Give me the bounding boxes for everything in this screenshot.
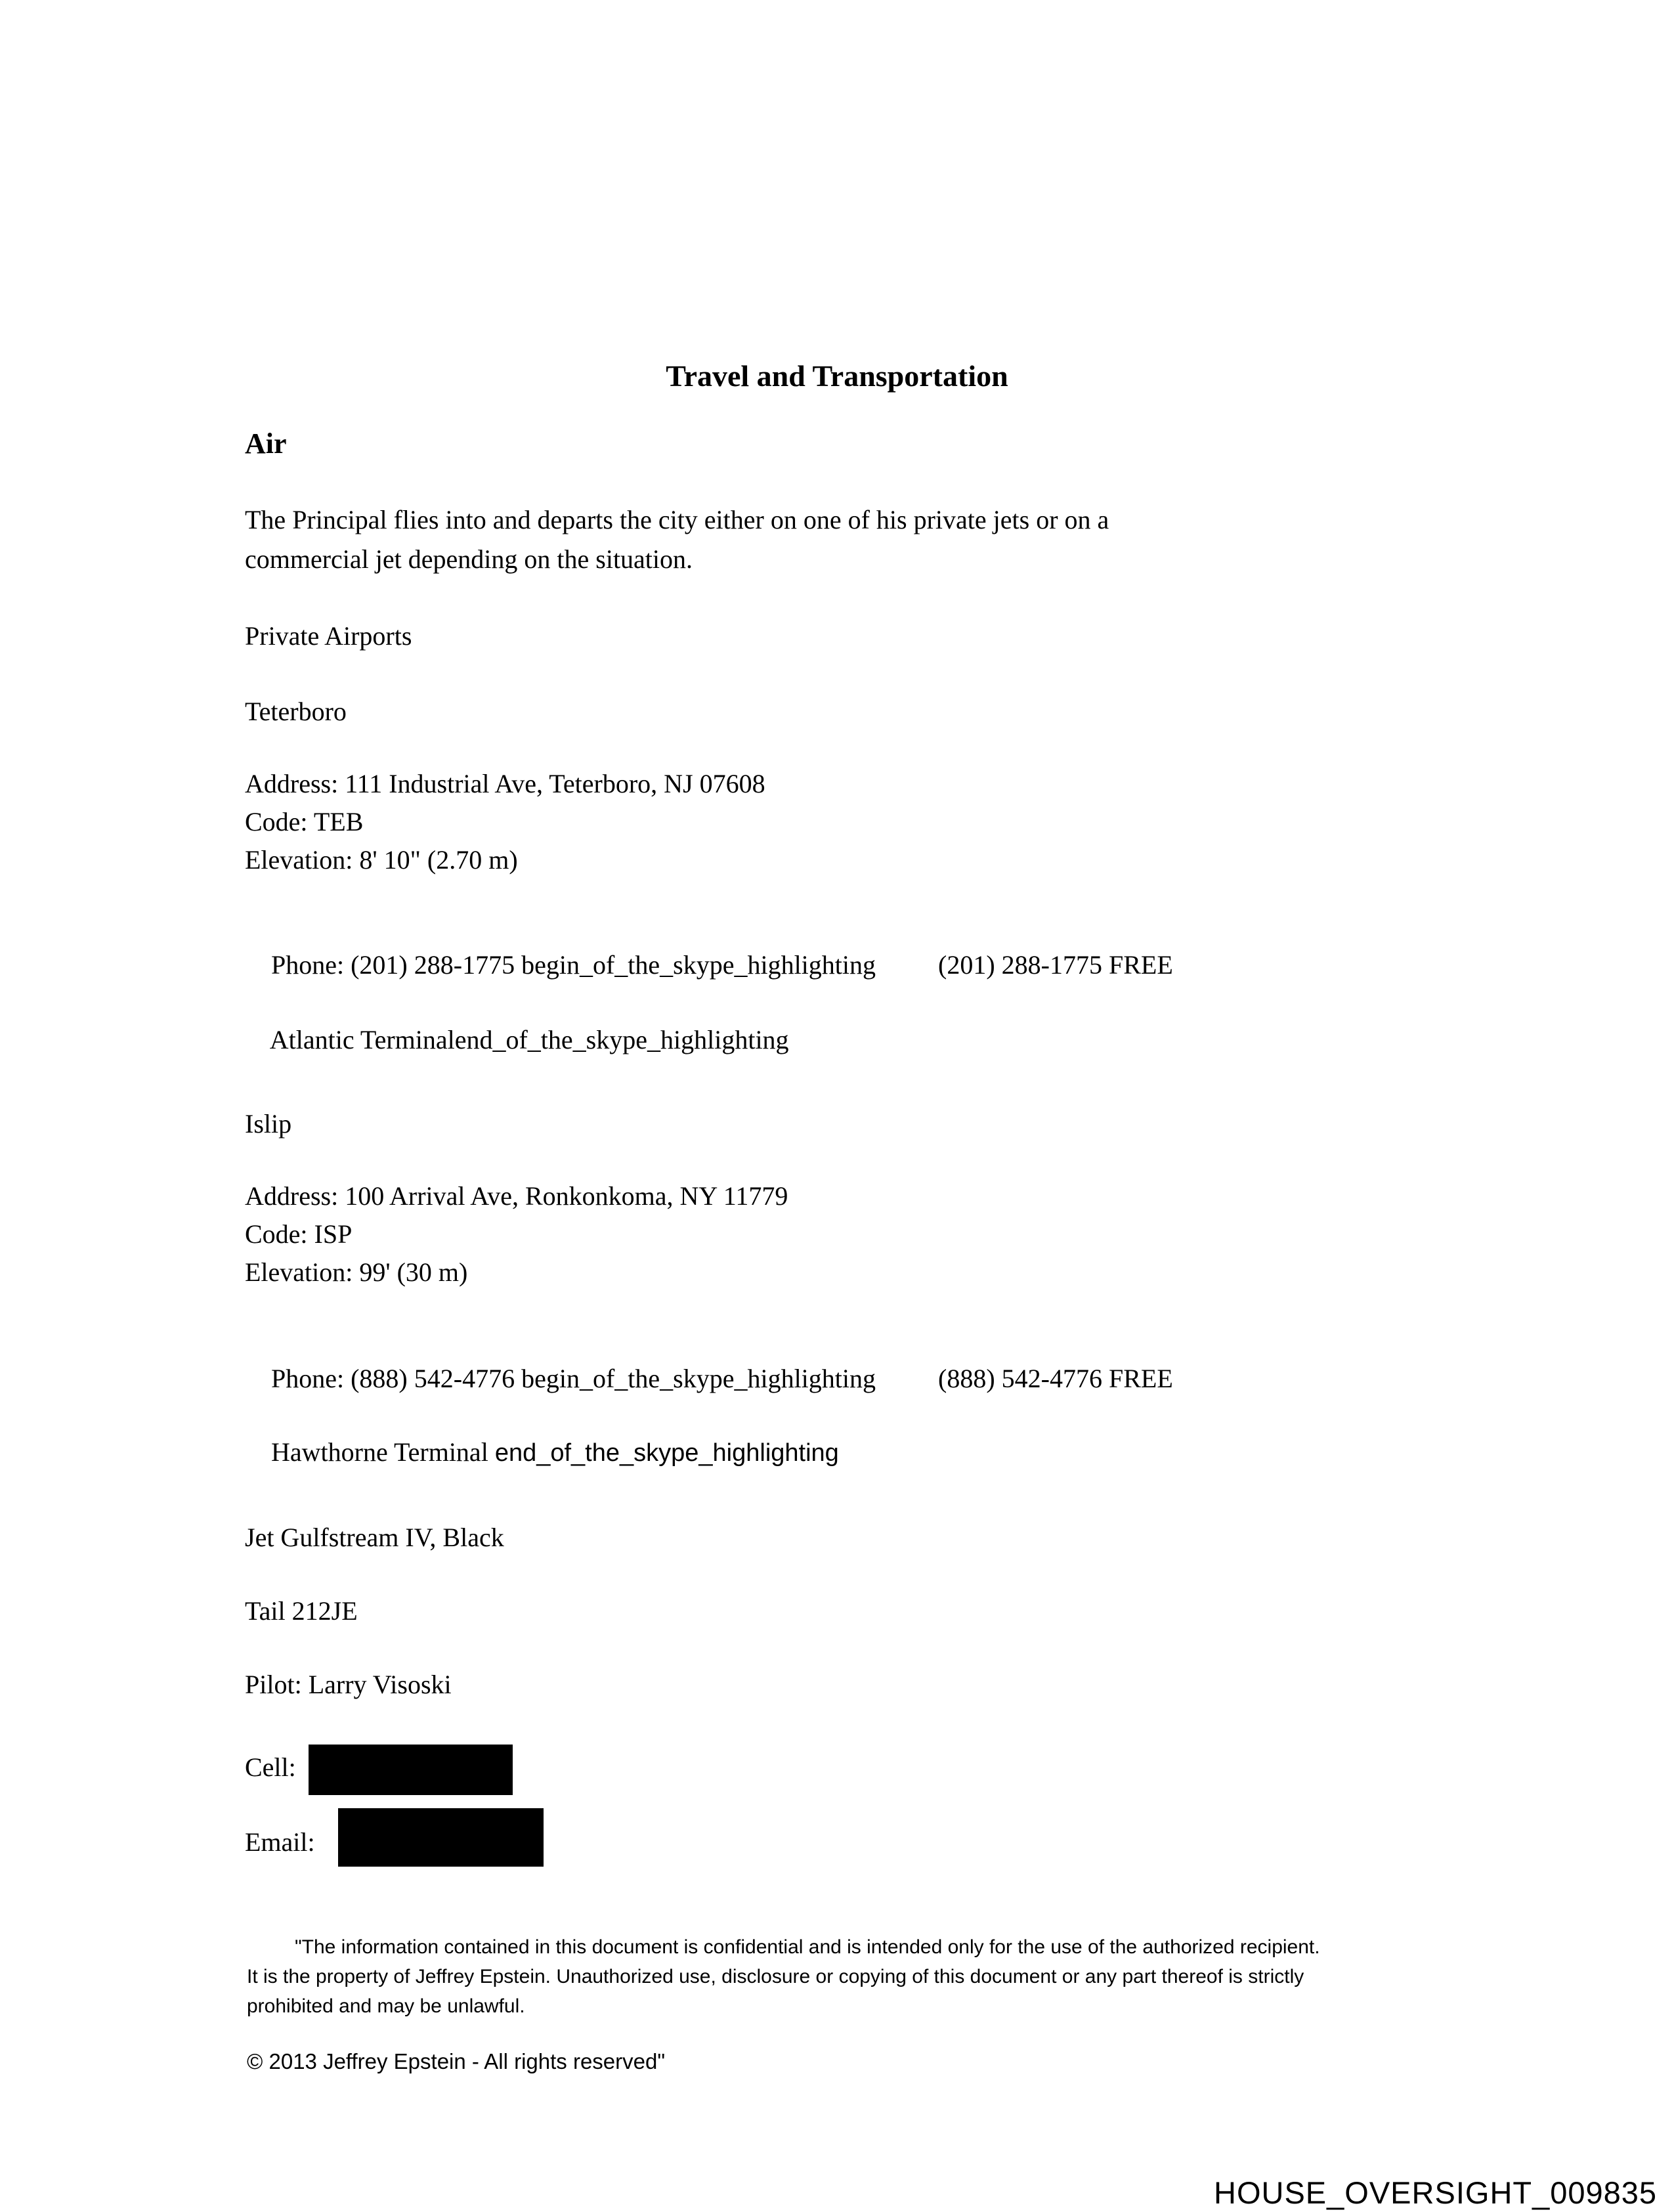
phone-number-islip: Phone: (888) 542-4776 begin_of_the_skype_highlighting [271,1364,876,1393]
disclaimer-line-3: prohibited and may be unlawful. [247,1995,525,2017]
disclaimer-line-1: "The information contained in this document is confidential and is intended only for the use of the authorized recipient. [295,1936,1320,1958]
airport-elevation-islip: Elevation: 99' (30 m) [245,1257,468,1287]
page-title: Travel and Transportation [666,359,1008,393]
private-airports-label: Private Airports [245,621,412,651]
airport-address-teterboro: Address: 111 Industrial Ave, Teterboro, NJ 07608 [245,769,765,798]
cell-redaction-box [309,1745,513,1795]
terminal-line-teterboro [245,993,789,1088]
airport-address-islip: Address: 100 Arrival Ave, Ronkonkoma, NY 11779 [245,1181,788,1211]
email-redaction-box [338,1808,544,1867]
airport-elevation-teterboro: Elevation: 8' 10" (2.70 m) [245,845,518,875]
bates-stamp: HOUSE_OVERSIGHT_009835 [1214,2175,1658,2210]
airport-name-islip: Islip [245,1109,292,1139]
terminal-skype-suffix-islip: end_of_the_skype_highlighting [494,1439,839,1467]
disclaimer-line-2: It is the property of Jeffrey Epstein. Unauthorized use, disclosure or copying of this document or any part thereof is strictly [247,1966,1304,1987]
email-label: Email: [245,1827,315,1857]
cell-label: Cell: [245,1752,296,1782]
section-heading-air: Air [245,427,287,460]
terminal-line-islip [245,1405,839,1500]
airport-code-islip: Code: ISP [245,1219,353,1249]
copyright-notice: © 2013 Jeffrey Epstein - All rights reserved" [247,2049,666,2073]
tail-number: Tail 212JE [245,1596,358,1626]
airport-name-teterboro: Teterboro [245,697,347,726]
intro-line-2: commercial jet depending on the situation. [245,544,693,574]
phone-number-teterboro: Phone: (201) 288-1775 begin_of_the_skype_highlighting [271,950,876,980]
terminal-name-teterboro: Atlantic Terminalend_of_the_skype_highlighting [269,1025,789,1054]
intro-line-1: The Principal flies into and departs the city either on one of his private jets or on a [245,505,1109,534]
terminal-name-islip: Hawthorne Terminal [271,1437,495,1467]
jet-description: Jet Gulfstream IV, Black [245,1523,504,1552]
airport-code-teterboro: Code: TEB [245,807,364,836]
phone-free-teterboro: (201) 288-1775 FREE [938,950,1173,980]
pilot-name: Pilot: Larry Visoski [245,1670,452,1699]
phone-free-islip: (888) 542-4776 FREE [938,1364,1173,1393]
